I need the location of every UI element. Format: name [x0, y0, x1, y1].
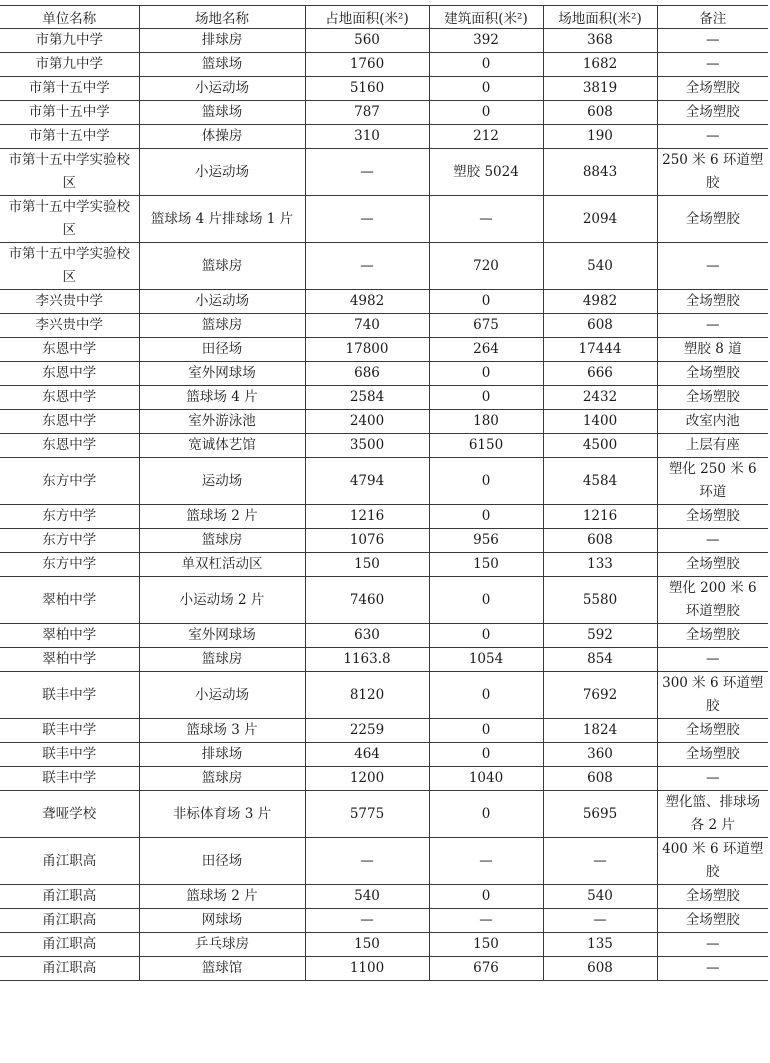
- cell-land-area: 1076: [305, 529, 429, 553]
- cell-field-area: 368: [543, 29, 657, 53]
- cell-note: —: [657, 125, 768, 149]
- cell-building-area: 0: [429, 290, 543, 314]
- cell-land-area: 630: [305, 624, 429, 648]
- cell-building-area: 0: [429, 77, 543, 101]
- cell-building-area: 720: [429, 243, 543, 290]
- cell-note: 改室内池: [657, 410, 768, 434]
- cell-land-area: 1216: [305, 505, 429, 529]
- table-row: [0, 386, 768, 410]
- cell-note: 全场塑胶: [657, 553, 768, 577]
- cell-note: —: [657, 957, 768, 981]
- cell-unit: 东方中学: [0, 458, 139, 505]
- cell-venue: 室外游泳池: [139, 410, 305, 434]
- cell-building-area: —: [429, 196, 543, 243]
- table-row: [0, 314, 768, 338]
- cell-building-area: 塑胶 5024: [429, 149, 543, 196]
- cell-note: 上层有座: [657, 434, 768, 458]
- cell-unit: 翠柏中学: [0, 624, 139, 648]
- table-row: [0, 410, 768, 434]
- cell-venue: 小运动场: [139, 672, 305, 719]
- cell-field-area: 592: [543, 624, 657, 648]
- cell-venue: 运动场: [139, 458, 305, 505]
- cell-unit: 联丰中学: [0, 743, 139, 767]
- table-row: [0, 53, 768, 77]
- cell-note: 塑化篮、排球场各 2 片: [657, 791, 768, 838]
- cell-note: 全场塑胶: [657, 909, 768, 933]
- cell-land-area: 464: [305, 743, 429, 767]
- cell-note: —: [657, 29, 768, 53]
- table-row: [0, 838, 768, 885]
- cell-field-area: 8843: [543, 149, 657, 196]
- cell-venue: 室外网球场: [139, 362, 305, 386]
- cell-venue: 篮球房: [139, 314, 305, 338]
- table-row: [0, 767, 768, 791]
- cell-unit: 翠柏中学: [0, 577, 139, 624]
- cell-building-area: 0: [429, 624, 543, 648]
- cell-building-area: 0: [429, 719, 543, 743]
- cell-building-area: 0: [429, 672, 543, 719]
- cell-note: 全场塑胶: [657, 719, 768, 743]
- cell-building-area: 0: [429, 577, 543, 624]
- table-row: [0, 505, 768, 529]
- cell-unit: 东方中学: [0, 505, 139, 529]
- cell-venue: 篮球房: [139, 648, 305, 672]
- cell-field-area: 2094: [543, 196, 657, 243]
- cell-land-area: 310: [305, 125, 429, 149]
- cell-land-area: 1760: [305, 53, 429, 77]
- cell-venue: 室外网球场: [139, 624, 305, 648]
- cell-venue: 单双杠活动区: [139, 553, 305, 577]
- cell-note: 塑胶 8 道: [657, 338, 768, 362]
- cell-unit: 东恩中学: [0, 410, 139, 434]
- cell-building-area: 0: [429, 885, 543, 909]
- cell-unit: 聋哑学校: [0, 791, 139, 838]
- cell-venue: 篮球房: [139, 529, 305, 553]
- cell-land-area: 540: [305, 885, 429, 909]
- cell-field-area: 3819: [543, 77, 657, 101]
- table-row: [0, 529, 768, 553]
- cell-building-area: 150: [429, 553, 543, 577]
- cell-venue: 篮球房: [139, 767, 305, 791]
- cell-unit: 李兴贵中学: [0, 290, 139, 314]
- cell-venue: 篮球馆: [139, 957, 305, 981]
- cell-building-area: 264: [429, 338, 543, 362]
- cell-field-area: 608: [543, 101, 657, 125]
- cell-venue: 田径场: [139, 838, 305, 885]
- cell-building-area: 0: [429, 505, 543, 529]
- cell-land-area: 2584: [305, 386, 429, 410]
- cell-unit: 市第十五中学: [0, 77, 139, 101]
- cell-building-area: 6150: [429, 434, 543, 458]
- cell-land-area: 787: [305, 101, 429, 125]
- cell-land-area: 740: [305, 314, 429, 338]
- cell-building-area: —: [429, 909, 543, 933]
- cell-building-area: 392: [429, 29, 543, 53]
- cell-land-area: —: [305, 838, 429, 885]
- cell-field-area: 4584: [543, 458, 657, 505]
- cell-note: 全场塑胶: [657, 624, 768, 648]
- cell-field-area: 133: [543, 553, 657, 577]
- cell-venue: 篮球场 2 片: [139, 885, 305, 909]
- cell-land-area: 560: [305, 29, 429, 53]
- cell-field-area: 540: [543, 243, 657, 290]
- cell-field-area: 540: [543, 885, 657, 909]
- cell-land-area: 1200: [305, 767, 429, 791]
- cell-land-area: 686: [305, 362, 429, 386]
- cell-venue: 篮球场: [139, 53, 305, 77]
- cell-field-area: 5580: [543, 577, 657, 624]
- cell-building-area: 0: [429, 743, 543, 767]
- cell-field-area: 4500: [543, 434, 657, 458]
- cell-land-area: —: [305, 196, 429, 243]
- cell-venue: 小运动场 2 片: [139, 577, 305, 624]
- cell-field-area: 7692: [543, 672, 657, 719]
- cell-venue: 田径场: [139, 338, 305, 362]
- cell-unit: 东恩中学: [0, 386, 139, 410]
- cell-unit: 市第十五中学: [0, 125, 139, 149]
- venue-table: [0, 5, 768, 981]
- cell-unit: 东恩中学: [0, 338, 139, 362]
- table-row: [0, 101, 768, 125]
- cell-land-area: 4982: [305, 290, 429, 314]
- cell-unit: 甬江职高: [0, 957, 139, 981]
- cell-note: —: [657, 529, 768, 553]
- cell-building-area: 0: [429, 386, 543, 410]
- cell-land-area: 2259: [305, 719, 429, 743]
- table-row: [0, 29, 768, 53]
- cell-note: 全场塑胶: [657, 386, 768, 410]
- cell-building-area: 1054: [429, 648, 543, 672]
- cell-note: 400 米 6 环道塑胶: [657, 838, 768, 885]
- cell-building-area: 956: [429, 529, 543, 553]
- cell-field-area: 2432: [543, 386, 657, 410]
- cell-venue: 小运动场: [139, 149, 305, 196]
- cell-field-area: 666: [543, 362, 657, 386]
- cell-note: —: [657, 314, 768, 338]
- cell-land-area: 5775: [305, 791, 429, 838]
- cell-note: 全场塑胶: [657, 743, 768, 767]
- table-row: [0, 624, 768, 648]
- table-row: [0, 125, 768, 149]
- cell-field-area: 190: [543, 125, 657, 149]
- cell-building-area: 676: [429, 957, 543, 981]
- cell-unit: 东方中学: [0, 529, 139, 553]
- header-building-area: 建筑面积(米²): [429, 6, 543, 29]
- cell-unit: 甬江职高: [0, 933, 139, 957]
- table-row: [0, 434, 768, 458]
- cell-field-area: 1400: [543, 410, 657, 434]
- cell-field-area: 608: [543, 767, 657, 791]
- cell-unit: 市第十五中学: [0, 101, 139, 125]
- cell-venue: 小运动场: [139, 290, 305, 314]
- table-body: [0, 29, 768, 981]
- cell-note: 全场塑胶: [657, 101, 768, 125]
- cell-note: 塑化 200 米 6 环道塑胶: [657, 577, 768, 624]
- cell-unit: 市第九中学: [0, 29, 139, 53]
- cell-unit: 联丰中学: [0, 767, 139, 791]
- header-unit: 单位名称: [0, 6, 139, 29]
- cell-field-area: 608: [543, 957, 657, 981]
- cell-venue: 体操房: [139, 125, 305, 149]
- cell-building-area: 1040: [429, 767, 543, 791]
- cell-note: 全场塑胶: [657, 196, 768, 243]
- cell-venue: 排球场: [139, 743, 305, 767]
- table-row: [0, 243, 768, 290]
- cell-field-area: 1682: [543, 53, 657, 77]
- cell-land-area: 1100: [305, 957, 429, 981]
- cell-note: 塑化 250 米 6 环道: [657, 458, 768, 505]
- cell-note: 全场塑胶: [657, 290, 768, 314]
- header-venue: 场地名称: [139, 6, 305, 29]
- cell-venue: 篮球场 4 片排球场 1 片: [139, 196, 305, 243]
- cell-building-area: 0: [429, 791, 543, 838]
- table-row: [0, 743, 768, 767]
- cell-field-area: 854: [543, 648, 657, 672]
- cell-building-area: 0: [429, 101, 543, 125]
- cell-land-area: 7460: [305, 577, 429, 624]
- cell-building-area: 0: [429, 362, 543, 386]
- cell-unit: 东方中学: [0, 553, 139, 577]
- cell-field-area: 1824: [543, 719, 657, 743]
- cell-land-area: 150: [305, 553, 429, 577]
- cell-building-area: 675: [429, 314, 543, 338]
- cell-field-area: 360: [543, 743, 657, 767]
- cell-building-area: 212: [429, 125, 543, 149]
- table-row: [0, 909, 768, 933]
- header-land-area: 占地面积(米²): [305, 6, 429, 29]
- cell-note: 全场塑胶: [657, 505, 768, 529]
- cell-venue: 小运动场: [139, 77, 305, 101]
- cell-note: —: [657, 933, 768, 957]
- cell-venue: 非标体育场 3 片: [139, 791, 305, 838]
- table-row: [0, 149, 768, 196]
- cell-unit: 东恩中学: [0, 434, 139, 458]
- cell-note: —: [657, 53, 768, 77]
- table-row: [0, 885, 768, 909]
- cell-field-area: 135: [543, 933, 657, 957]
- cell-note: —: [657, 767, 768, 791]
- cell-land-area: 1163.8: [305, 648, 429, 672]
- cell-venue: 篮球房: [139, 243, 305, 290]
- cell-field-area: —: [543, 909, 657, 933]
- cell-note: 250 米 6 环道塑胶: [657, 149, 768, 196]
- header-note: 备注: [657, 6, 768, 29]
- cell-venue: 篮球场 3 片: [139, 719, 305, 743]
- table-row: [0, 196, 768, 243]
- cell-field-area: 608: [543, 529, 657, 553]
- table-row: [0, 957, 768, 981]
- cell-unit: 联丰中学: [0, 672, 139, 719]
- cell-land-area: 3500: [305, 434, 429, 458]
- cell-unit: 甬江职高: [0, 838, 139, 885]
- cell-field-area: 5695: [543, 791, 657, 838]
- table-row: [0, 553, 768, 577]
- cell-building-area: 180: [429, 410, 543, 434]
- header-field-area: 场地面积(米²): [543, 6, 657, 29]
- table-row: [0, 672, 768, 719]
- cell-unit: 市第十五中学实验校区: [0, 149, 139, 196]
- cell-building-area: 0: [429, 458, 543, 505]
- cell-land-area: 4794: [305, 458, 429, 505]
- cell-venue: 篮球场: [139, 101, 305, 125]
- cell-note: 全场塑胶: [657, 885, 768, 909]
- cell-venue: 篮球场 2 片: [139, 505, 305, 529]
- table-header-row: [0, 6, 768, 29]
- cell-land-area: 17800: [305, 338, 429, 362]
- cell-unit: 联丰中学: [0, 719, 139, 743]
- cell-venue: 篮球场 4 片: [139, 386, 305, 410]
- table-row: [0, 458, 768, 505]
- cell-field-area: —: [543, 838, 657, 885]
- cell-note: —: [657, 648, 768, 672]
- table-row: [0, 791, 768, 838]
- table-row: [0, 290, 768, 314]
- cell-note: —: [657, 243, 768, 290]
- table-row: [0, 362, 768, 386]
- cell-field-area: 17444: [543, 338, 657, 362]
- cell-venue: 排球房: [139, 29, 305, 53]
- cell-land-area: —: [305, 243, 429, 290]
- cell-note: 全场塑胶: [657, 362, 768, 386]
- cell-field-area: 608: [543, 314, 657, 338]
- cell-unit: 市第十五中学实验校区: [0, 196, 139, 243]
- cell-unit: 李兴贵中学: [0, 314, 139, 338]
- cell-field-area: 1216: [543, 505, 657, 529]
- cell-land-area: 5160: [305, 77, 429, 101]
- cell-venue: 乒乓球房: [139, 933, 305, 957]
- cell-unit: 市第十五中学实验校区: [0, 243, 139, 290]
- table-row: [0, 77, 768, 101]
- cell-land-area: 150: [305, 933, 429, 957]
- cell-note: 300 米 6 环道塑胶: [657, 672, 768, 719]
- table-row: [0, 338, 768, 362]
- table-row: [0, 933, 768, 957]
- cell-unit: 市第九中学: [0, 53, 139, 77]
- table-row: [0, 577, 768, 624]
- table-row: [0, 719, 768, 743]
- cell-land-area: 2400: [305, 410, 429, 434]
- cell-venue: 网球场: [139, 909, 305, 933]
- table-row: [0, 648, 768, 672]
- cell-venue: 宽诚体艺馆: [139, 434, 305, 458]
- cell-unit: 甬江职高: [0, 885, 139, 909]
- cell-note: 全场塑胶: [657, 77, 768, 101]
- cell-land-area: —: [305, 909, 429, 933]
- cell-land-area: —: [305, 149, 429, 196]
- cell-unit: 甬江职高: [0, 909, 139, 933]
- cell-building-area: 0: [429, 53, 543, 77]
- cell-land-area: 8120: [305, 672, 429, 719]
- cell-field-area: 4982: [543, 290, 657, 314]
- cell-unit: 东恩中学: [0, 362, 139, 386]
- cell-building-area: —: [429, 838, 543, 885]
- cell-unit: 翠柏中学: [0, 648, 139, 672]
- cell-building-area: 150: [429, 933, 543, 957]
